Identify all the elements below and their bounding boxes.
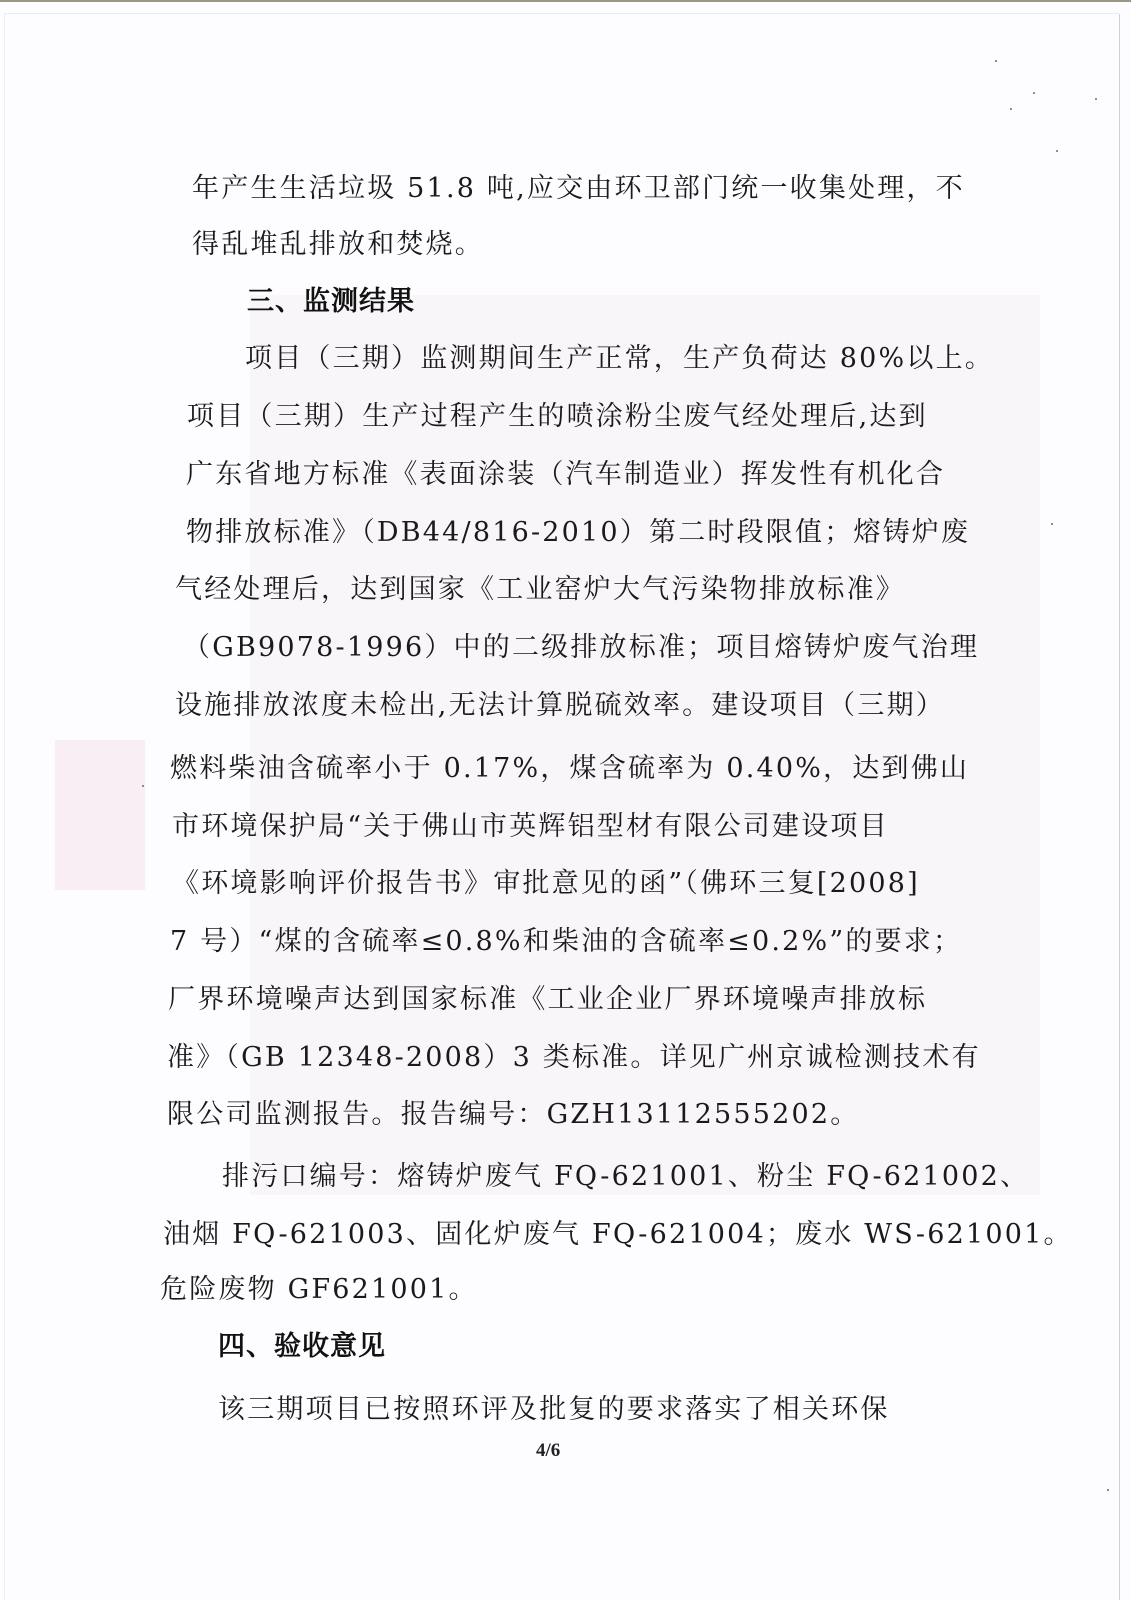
body-text-line: （GB9078-1996）中的二级排放标准；项目熔铸炉废气治理 xyxy=(183,632,980,663)
body-text-line: 得乱堆乱排放和焚烧。 xyxy=(192,229,484,260)
outlet-codes-line: 排污口编号：熔铸炉废气 FQ-621001、粉尘 FQ-621002、 xyxy=(222,1161,1030,1192)
body-text-line: 7 号）“煤的含硫率≤0.8%和柴油的含硫率≤0.2%”的要求； xyxy=(170,926,963,957)
section-heading-acceptance-opinion: 四、验收意见 xyxy=(218,1331,386,1362)
body-text-line: 厂界环境噪声达到国家标准《工业企业厂界环境噪声排放标 xyxy=(168,984,928,1015)
body-text-line: 该三期项目已按照环评及批复的要求落实了相关环保 xyxy=(218,1394,890,1425)
body-text-line: 设施排放浓度未检出,无法计算脱硫效率。建设项目（三期） xyxy=(175,690,945,721)
section-heading-monitoring-results: 三、监测结果 xyxy=(247,286,415,317)
body-text-line: 《环境影响评价报告书》审批意见的函”（佛环三复[2008] xyxy=(172,868,920,899)
outlet-codes-line: 危险废物 GF621001。 xyxy=(160,1274,478,1305)
page-number: 4/6 xyxy=(536,1440,561,1461)
body-text-line: 广东省地方标准《表面涂装（汽车制造业）挥发性有机化合 xyxy=(186,459,946,490)
body-text-line: 燃料柴油含硫率小于 0.17%，煤含硫率为 0.40%，达到佛山 xyxy=(170,753,970,784)
body-text-line: 市环境保护局“关于佛山市英辉铝型材有限公司建设项目 xyxy=(172,811,889,842)
body-text-line: 物排放标准》（DB44/816-2010）第二时段限值；熔铸炉废 xyxy=(186,517,971,548)
body-text-line: 准》（GB 12348-2008）3 类标准。详见广州京诚检测技术有 xyxy=(167,1042,981,1073)
body-text-line: 项目（三期）监测期间生产正常，生产负荷达 80%以上。 xyxy=(245,343,994,374)
body-text-line: 限公司监测报告。报告编号：GZH13112555202。 xyxy=(167,1099,860,1130)
body-text-line: 气经处理后，达到国家《工业窑炉大气污染物排放标准》 xyxy=(175,574,905,605)
body-text-line: 年产生生活垃圾 51.8 吨,应交由环卫部门统一收集处理，不 xyxy=(192,173,965,204)
body-text-line: 项目（三期）生产过程产生的喷涂粉尘废气经处理后,达到 xyxy=(187,401,928,432)
outlet-codes-line: 油烟 FQ-621003、固化炉废气 FQ-621004；废水 WS-621001。 xyxy=(163,1219,1073,1250)
